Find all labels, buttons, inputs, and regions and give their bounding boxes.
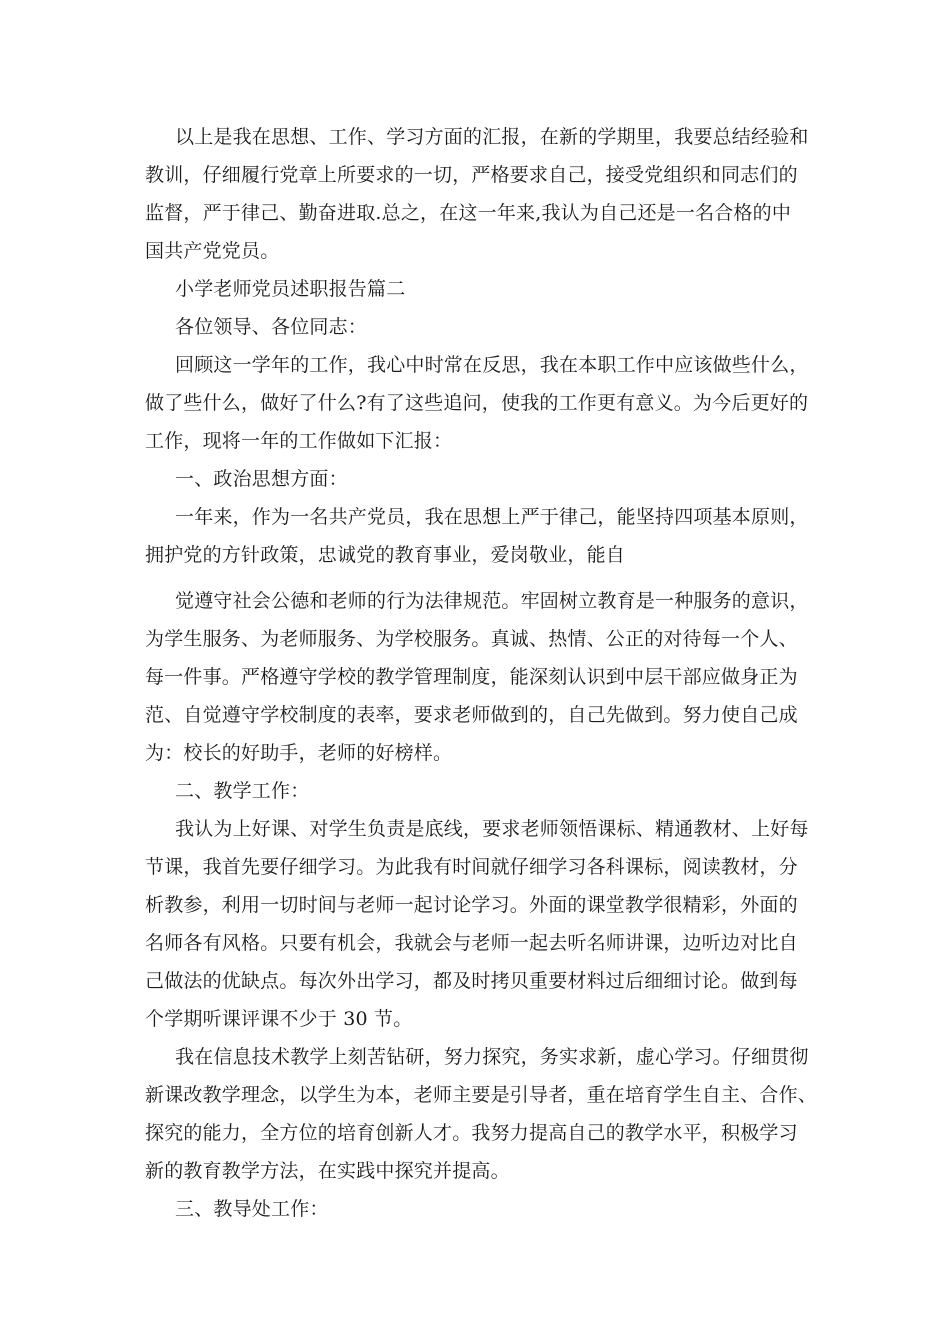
text-line: 做了些什么，做好了什么?有了这些追问，使我的工作更有意义。为今后更好的: [145, 392, 809, 414]
text-line: 我认为上好课、对学生负责是底线，要求老师领悟课标、精通教材、上好每: [175, 818, 809, 840]
text-line: 范、自觉遵守学校制度的表率，要求老师做到的，自己先做到。努力使自己成: [145, 704, 798, 726]
section-heading: 小学老师党员述职报告篇二: [175, 278, 406, 300]
text-line: 以上是我在思想、工作、学习方面的汇报，在新的学期里，我要总结经验和: [175, 126, 809, 148]
text-line: 探究的能力，全方位的培育创新人才。我努力提高自己的教学水平，积极学习: [145, 1122, 798, 1144]
text-line: 节课，我首先要仔细学习。为此我有时间就仔细学习各科课标，阅读教材，分: [145, 856, 798, 878]
text-block-1: [145, 118, 815, 574]
text-line: 每一件事。严格遵守学校的教学管理制度，能深刻认识到中层干部应做身正为: [145, 666, 798, 688]
text-line: 新的教育教学方法，在实践中探究并提高。: [145, 1160, 510, 1182]
text-line: 监督，严于律己、勤奋进取.总之，在这一年来,我认为自己还是一名合格的中: [145, 202, 792, 224]
text-line: 析教参，利用一切时间与老师一起讨论学习。外面的课堂教学很精彩，外面的: [145, 894, 798, 916]
text-line: 教训，仔细履行党章上所要求的一切，严格要求自己，接受党组织和同志们的: [145, 164, 798, 186]
text-line: 名师各有风格。只要有机会，我就会与老师一起去听名师讲课，边听边对比自: [145, 932, 798, 954]
text-block-2: [145, 582, 818, 1228]
text-line: 新课改教学理念，以学生为本，老师主要是引导者，重在培育学生自主、合作、: [145, 1084, 818, 1106]
text-line: 国共产党党员。: [145, 240, 280, 262]
text-line: 一年来，作为一名共产党员，我在思想上严于律己，能坚持四项基本原则，: [175, 506, 809, 528]
section-heading: 三、教导处工作：: [175, 1198, 329, 1220]
section-heading: 二、教学工作：: [175, 780, 310, 802]
text-line: 拥护党的方针政策，忠诚党的教育事业，爱岗敬业，能自: [145, 544, 626, 566]
text-line: 回顾这一学年的工作，我心中时常在反思，我在本职工作中应该做些什么，: [175, 354, 809, 376]
text-line: 觉遵守社会公德和老师的行为法律规范。牢固树立教育是一种服务的意识，: [175, 590, 809, 612]
section-heading: 一、政治思想方面：: [175, 468, 348, 490]
text-line: 为：校长的好助手，老师的好榜样。: [145, 742, 453, 764]
text-line: 为学生服务、为老师服务、为学校服务。真诚、热情、公正的对待每一个人、: [145, 628, 798, 650]
text-line: 个学期听课评课不少于 30 节。: [145, 1008, 413, 1030]
text-line: 我在信息技术教学上刻苦钻研，努力探究，务实求新，虚心学习。仔细贯彻: [175, 1046, 809, 1068]
salutation: 各位领导、各位同志：: [175, 316, 368, 338]
text-line: 己做法的优缺点。每次外出学习，都及时拷贝重要材料过后细细讨论。做到每: [145, 970, 798, 992]
text-line: 工作，现将一年的工作做如下汇报：: [145, 430, 453, 452]
